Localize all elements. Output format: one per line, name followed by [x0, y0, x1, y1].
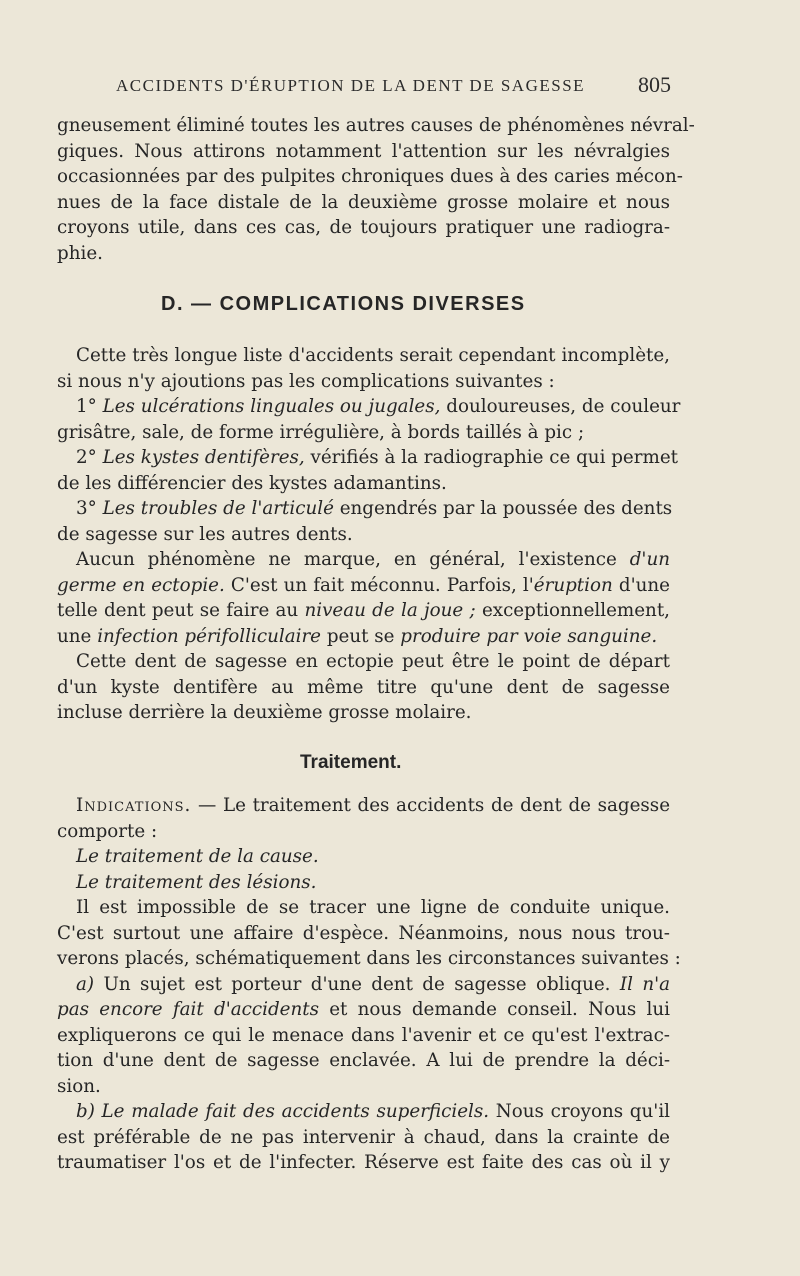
running-head-title: ACCIDENTS D'ÉRUPTION DE LA DENT DE SAGESSE [116, 76, 586, 95]
text-span: C'est un fait méconnu. Parfois, l' [230, 574, 534, 596]
text-line: croyons utile, dans ces cas, de toujours pratiquer une radiogra- [57, 217, 670, 238]
text-span: exceptionnellement, [481, 600, 670, 621]
italic-span: niveau de la joue ; [304, 600, 476, 621]
text-line: grisâtre, sale, de forme irrégulière, à bords taillés à pic ; [57, 421, 585, 443]
text-line [57, 844, 670, 870]
intro-paragraph [57, 113, 695, 266]
italic-span: Il n'a [619, 973, 671, 995]
text-line: verons placés, schématiquement dans les circonstances suivantes : [57, 948, 681, 969]
italic-span: Le traitement des lésions. [76, 871, 317, 893]
text-line: Il est impossible de se tracer une ligne de conduite unique. [76, 897, 670, 918]
text-line: de sagesse sur les autres dents. [57, 523, 353, 545]
text-span: — Le traitement des accidents de dent de sagesse [198, 795, 671, 816]
text-line: Cette très longue liste d'accidents serait cependant incomplète, [76, 345, 670, 366]
text-line [57, 793, 670, 819]
italic-span: infection périfolliculaire [97, 625, 321, 647]
item-text: douloureuses, de couleur [446, 396, 681, 417]
italic-span: éruption [533, 574, 613, 596]
italic-span: b) [76, 1101, 95, 1122]
item-number: 1° [76, 396, 97, 417]
text-line: phie. [57, 242, 103, 264]
text-span: d'une [618, 574, 670, 596]
text-line: sion. [57, 1075, 101, 1097]
text-line [57, 624, 670, 650]
text-line: est préférable de ne pas intervenir à chaud, dans la crainte de [57, 1126, 670, 1148]
item-number: 2° [76, 447, 97, 468]
item-number: 3° [76, 498, 97, 519]
item-text: vérifiés à la radiographie ce qui permet [310, 447, 678, 468]
running-head [116, 72, 671, 97]
list-item-3 [57, 496, 673, 522]
item-term: Les troubles de l'articulé [102, 498, 334, 519]
text-span: Un sujet est porteur d'une dent de sagesse oblique. [103, 973, 611, 995]
section-heading-complications: D. — COMPLICATIONS DIVERSES [161, 293, 526, 315]
text-span: et nous demande conseil. Nous lui [329, 999, 670, 1020]
text-span: Nous croyons qu'il [495, 1101, 671, 1122]
text-line: expliquerons ce qui le menace dans l'avenir et ce qu'est l'extrac- [57, 1024, 670, 1046]
text-line [57, 997, 670, 1023]
text-span: une [57, 625, 92, 647]
text-line: gneusement éliminé toutes les autres causes de phénomènes névral- [57, 115, 695, 136]
list-item-2 [57, 445, 678, 471]
text-line [57, 972, 670, 998]
italic-span: germe en ectopie. [57, 574, 225, 596]
text-line: d'un kyste dentifère au même titre qu'une dent de sagesse [57, 676, 670, 698]
complications-section [57, 343, 681, 726]
italic-span: Le malade fait des accidents superficiels. [101, 1101, 490, 1122]
text-line: nues de la face distale de la deuxième grosse molaire et nous [57, 191, 670, 213]
list-item-1 [57, 394, 681, 420]
italic-span: d'un [629, 549, 670, 570]
item-text: engendrés par la poussée des dents [339, 498, 673, 519]
italic-span: pas encore fait d'accidents [57, 999, 319, 1020]
text-line: traumatiser l'os et de l'infecter. Réserve est faite des cas où il y [57, 1152, 670, 1173]
text-line: giques. Nous attirons notamment l'attention sur les névralgies [57, 140, 670, 162]
text-span: peut se [326, 625, 395, 647]
text-line: C'est surtout une affaire d'espèce. Néanmoins, nous nous trou- [57, 922, 670, 944]
italic-span: produire par voie sanguine. [400, 625, 658, 647]
italic-span: Le traitement de la cause. [76, 846, 319, 867]
page-number: 805 [638, 72, 671, 97]
text-line [57, 573, 670, 599]
small-caps-label: Indications. [76, 795, 192, 816]
item-term: Les kystes dentifères, [102, 447, 305, 468]
text-line [57, 1099, 670, 1125]
text-line [57, 870, 670, 896]
text-line [57, 547, 670, 573]
text-span: Aucun phénomène ne marque, en général, l'existence [76, 549, 617, 570]
text-line: Cette dent de sagesse en ectopie peut être le point de départ [76, 651, 670, 672]
item-term: Les ulcérations linguales ou jugales, [102, 396, 441, 417]
text-line: occasionnées par des pulpites chroniques dues à des caries mécon- [57, 166, 683, 187]
text-line: comporte : [57, 820, 158, 842]
text-span: telle dent peut se faire au [57, 600, 299, 621]
text-line: si nous n'y ajoutions pas les complications suivantes : [57, 370, 555, 392]
section-heading-traitement: Traitement. [300, 752, 402, 773]
text-line: tion d'une dent de sagesse enclavée. A lui de prendre la déci- [57, 1050, 670, 1071]
text-line: incluse derrière la deuxième grosse molaire. [57, 702, 472, 723]
text-line [57, 598, 670, 624]
text-line: de les différencier des kystes adamantins. [57, 472, 447, 494]
italic-span: a) [76, 973, 95, 995]
traitement-section [57, 793, 681, 1176]
